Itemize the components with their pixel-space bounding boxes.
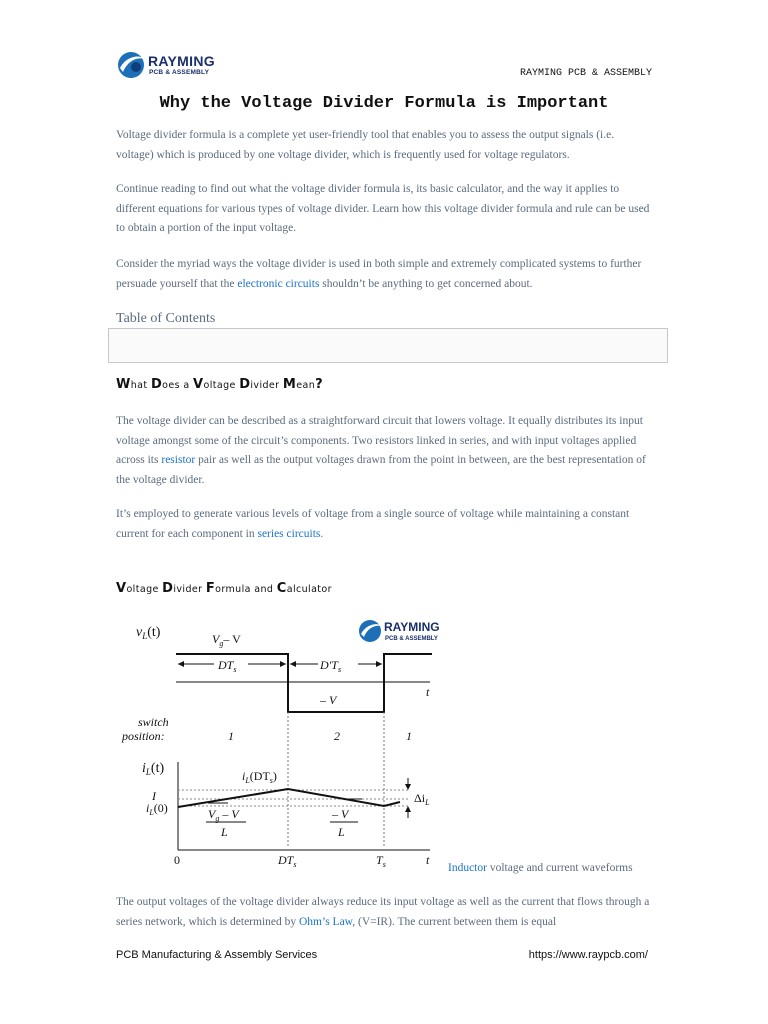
heading2-part: F [205, 581, 216, 596]
heading1-part: ivider [250, 380, 283, 391]
heading1-part: D [150, 377, 163, 392]
intro-paragraph-2: Continue reading to find out what the voltage divider formula is, its basic calculator, and the way it applies to different equations for various types of voltage divider. Learn how this voltage divider formula and rule can be used to obtain a portion of the input voltage. [116, 183, 650, 234]
delta-il-label: $\Delta i_L$ [414, 791, 430, 807]
s1p2-text-end: . [320, 527, 324, 540]
il-waveform [178, 789, 400, 807]
heading1-part: D [239, 377, 251, 392]
footer-services: PCB Manufacturing & Assembly Services [116, 949, 318, 961]
vl-label: $v_L(t)$ [136, 625, 161, 641]
heading1-part: ? [315, 377, 324, 392]
s1p1-text-end: pair as well as the output voltages drawn from the point in between, are the best representation of the voltage divider. [116, 454, 646, 486]
ts-axis-label: $T_s$ [376, 853, 386, 869]
switch-position-3: 1 [406, 729, 412, 743]
header-company-name: RAYMING PCB & ASSEMBLY [519, 68, 652, 79]
rayming-logo [116, 50, 226, 82]
s3-text: The output voltages of the voltage divider always reduce its input voltage as well as the current that flows through a series network, which is determined by [116, 896, 650, 928]
section-heading-formula-calculator [116, 581, 332, 596]
position-label: position: [122, 729, 165, 743]
ohms-law-link[interactable]: Ohm’s Law [299, 915, 353, 928]
switch-position-2: 2 [334, 729, 340, 743]
figure-logo-icon [359, 620, 381, 642]
figure-logo-name: RAYMING [384, 620, 440, 634]
heading2-part: V [116, 581, 127, 596]
logo-name: RAYMING [148, 53, 215, 69]
il-t-label: t [426, 853, 430, 867]
switch-position-1: 1 [228, 729, 234, 743]
s1p2-text: It’s employed to generate various levels of voltage from a single source of voltage while maintaining a constant current for each component in [116, 508, 630, 540]
dpts-label: $D'T_s$ [320, 658, 342, 674]
section1-paragraph-1 [116, 412, 654, 490]
heading1-part: ean [296, 380, 316, 391]
inductor-link[interactable]: Inductor [448, 862, 487, 874]
section3-paragraph [116, 893, 654, 932]
intro-p3-text: Consider the myriad ways the voltage divider is used in both simple and extremely complicated systems to further persuade yourself that the [116, 258, 642, 290]
vg-minus-v-label: $V_g-$ V [212, 632, 241, 648]
slope1-numerator: $V_g$ – V [208, 807, 239, 823]
switch-label: switch [138, 715, 169, 729]
section-heading-what-does [116, 377, 323, 392]
s1p1-text: The voltage divider can be described as a straightforward circuit that lowers voltage. It equally distributes its input voltage amongst some of the circuit’s components. Two resistors linked in series, and with input voltages applied across its [116, 415, 643, 466]
toc-box[interactable] [108, 328, 668, 363]
heading2-part: oltage [126, 584, 163, 595]
heading1-part: oltage [203, 380, 240, 391]
il0-label: $i_L(0)$ [146, 801, 168, 817]
minus-v-label: – V [320, 693, 337, 707]
heading1-part: W [116, 377, 131, 392]
electronic-circuits-link[interactable]: electronic circuits [237, 277, 320, 290]
heading2-part: C [276, 581, 287, 596]
s3-text-end: , (V=IR). The current between them is equal [352, 915, 557, 928]
rayming-logo-icon [116, 50, 146, 80]
zero-label: 0 [174, 853, 180, 867]
heading1-part: oes a [162, 380, 194, 391]
heading1-part: hat [130, 380, 151, 391]
waveform-figure [108, 612, 448, 870]
heading2-part: D [162, 581, 174, 596]
slope2-numerator: – V [332, 807, 349, 821]
section1-paragraph-2 [116, 505, 654, 544]
toc-title: Table of Contents [116, 311, 216, 326]
heading2-part: alculator [286, 584, 332, 595]
il-dts-label: $i_L(DT_s)$ [242, 769, 277, 785]
figure-logo [359, 620, 440, 642]
figure-logo-tagline: PCB & ASSEMBLY [385, 636, 438, 642]
caption-text: voltage and current waveforms [486, 862, 633, 874]
intro-paragraph-3 [116, 255, 654, 294]
il-label: $i_L(t)$ [142, 761, 165, 777]
heading1-part: M [282, 377, 297, 392]
figure-caption [448, 862, 633, 874]
i-label: I [152, 789, 156, 803]
heading2-part: ormula and [215, 584, 277, 595]
intro-paragraph-1: Voltage divider formula is a complete yet user-friendly tool that enables you to assess the output signals (i.e. voltage) which is produced by one voltage divider, which is frequently used for voltage regulators. [116, 129, 615, 161]
series-circuits-link[interactable]: series circuits [257, 527, 321, 540]
heading1-part: V [193, 377, 204, 392]
vl-t-label: t [426, 685, 430, 699]
slope1-denominator: L [221, 825, 228, 839]
footer-url[interactable]: https://www.raypcb.com/ [528, 949, 648, 961]
logo-tagline: PCB & ASSEMBLY [149, 69, 210, 76]
slope2-denominator: L [338, 825, 345, 839]
dts-label: $DT_s$ [218, 658, 237, 674]
resistor-link[interactable]: resistor [161, 454, 196, 466]
page-title: Why the Voltage Divider Formula is Important [159, 94, 609, 113]
intro-p3-text-end: shouldn’t be anything to get concerned about. [319, 277, 533, 290]
dts-axis-label: $DT_s$ [278, 853, 297, 869]
heading2-part: ivider [173, 584, 206, 595]
